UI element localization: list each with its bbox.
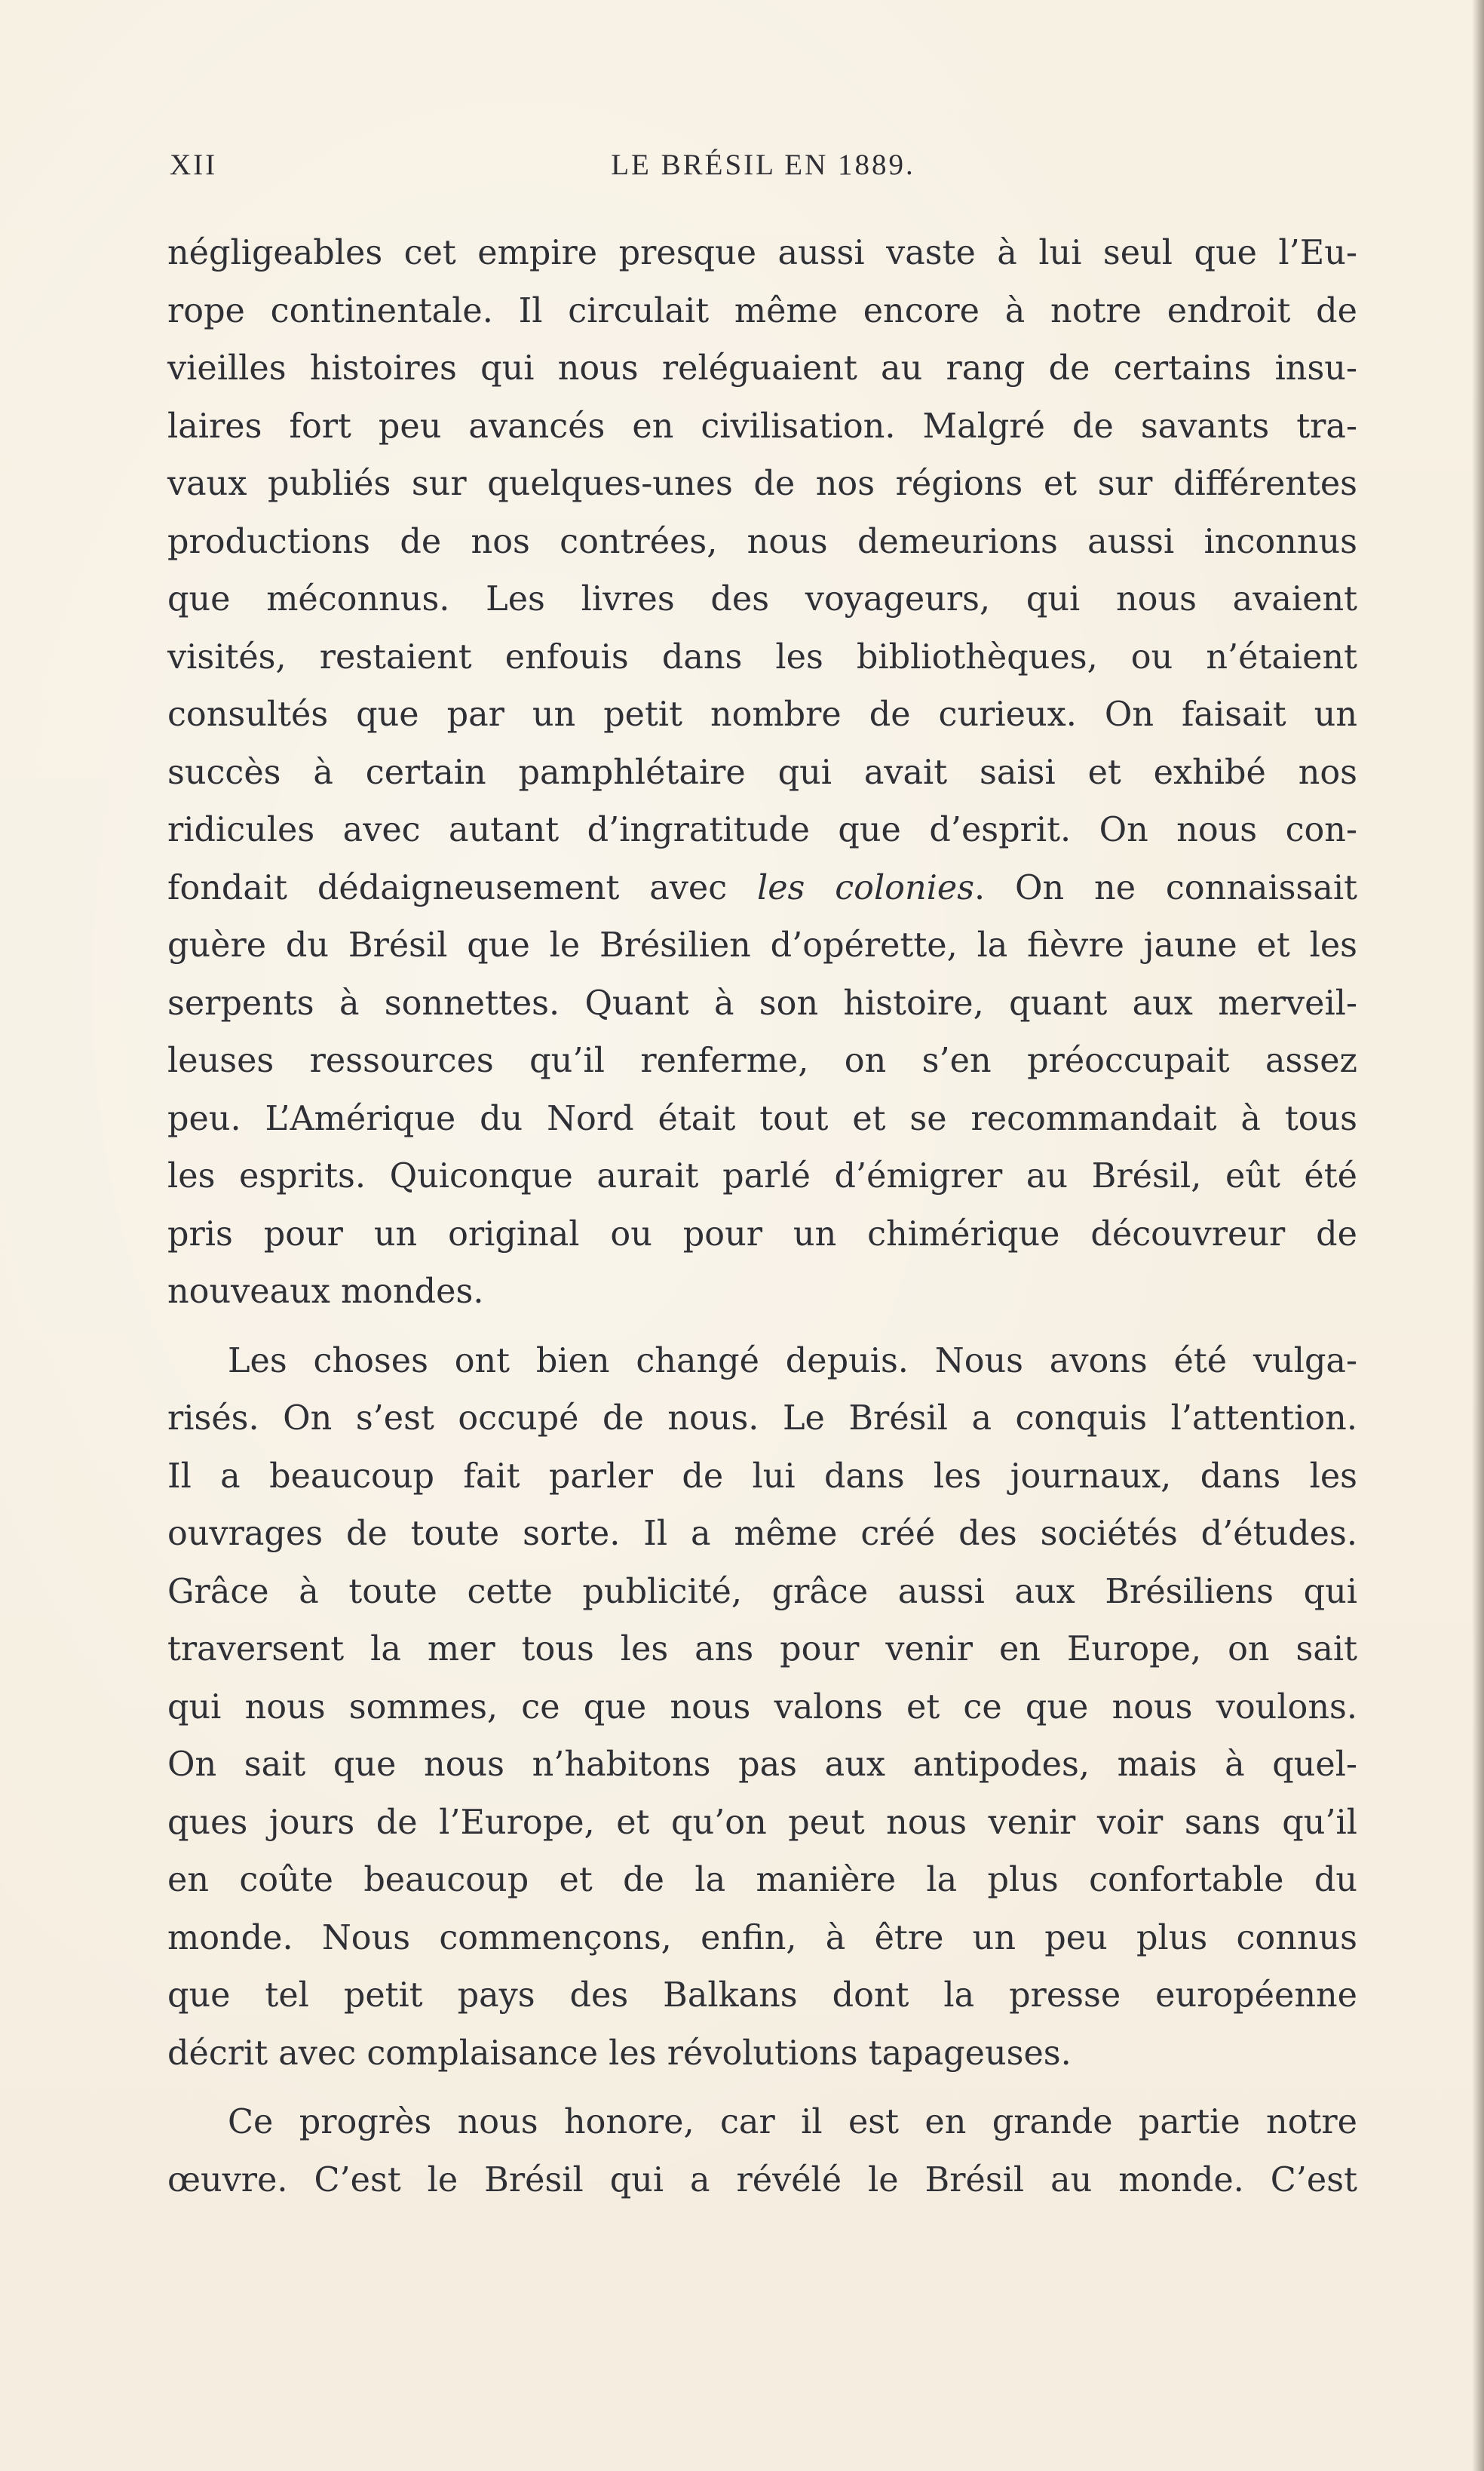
text-line: leuses ressources qu’il renferme, on s’en préoccupait assez — [167, 1042, 1357, 1080]
paragraph-gap — [167, 1321, 1357, 1333]
text-line: en coûte beaucoup et de la manière la plus confortable du — [167, 1861, 1357, 1899]
text-line: monde. Nous commençons, enfin, à être un peu plus connus — [167, 1918, 1357, 1957]
text-line: œuvre. C’est le Brésil qui a révélé le Brésil au monde. C’est — [167, 2160, 1357, 2199]
text-line: vaux publiés sur quelques-unes de nos régions et sur différentes — [167, 465, 1357, 503]
line-text-before: fondait dédaigneusement avec — [167, 868, 757, 907]
text-line-with-italic — [167, 860, 1357, 918]
italic-phrase: les colonies — [756, 868, 975, 907]
text-line: Grâce à toute cette publicité, grâce aussi aux Brésiliens qui — [167, 1572, 1357, 1611]
text-line: succès à certain pamphlétaire qui avait saisi et exhibé nos — [167, 753, 1357, 792]
page-edge-shadow — [1472, 0, 1484, 2471]
text-line: qui nous sommes, ce que nous valons et ce que nous voulons. — [167, 1687, 1357, 1727]
text-line: consultés que par un petit nombre de curieux. On faisait un — [167, 695, 1357, 734]
text-line: que tel petit pays des Balkans dont la presse européenne — [167, 1976, 1357, 2015]
line-text-after: . On ne connaissait — [974, 868, 1357, 907]
text-line: Les choses ont bien changé depuis. Nous avons été vulga- — [228, 1341, 1357, 1380]
paragraph-gap — [167, 2083, 1357, 2094]
text-line: visités, restaient enfouis dans les bibliothèques, ou n’étaient — [167, 637, 1357, 677]
text-line: traversent la mer tous les ans pour venir en Europe, on sait — [167, 1630, 1357, 1668]
text-line: ouvrages de toute sorte. Il a même créé des sociétés d’études. — [167, 1515, 1357, 1553]
text-line: guère du Brésil que le Brésilien d’opérette, la fièvre jaune et les — [167, 926, 1357, 965]
text-line: vieilles histoires qui nous reléguaient au rang de certains insu- — [167, 349, 1357, 388]
text-line: peu. L’Amérique du Nord était tout et se recommandait à tous — [167, 1099, 1357, 1138]
text-line: productions de nos contrées, nous demeurions aussi inconnus — [167, 522, 1357, 561]
text-line: risés. On s’est occupé de nous. Le Brésil a conquis l’attention. — [167, 1399, 1357, 1438]
text-line: serpents à sonnettes. Quant à son histoire, quant aux merveil- — [167, 984, 1357, 1023]
page-number: XII — [170, 149, 218, 181]
text-line: laires fort peu avancés en civilisation. Malgré de savants tra- — [167, 407, 1357, 446]
text-line: On sait que nous n’habitons pas aux antipodes, mais à quel- — [167, 1745, 1357, 1784]
text-line: pris pour un original ou pour un chimérique découvreur de — [167, 1214, 1357, 1254]
text-line: négligeables cet empire presque aussi vaste à lui seul que l’Eu- — [167, 234, 1357, 272]
body-text — [167, 225, 1357, 2209]
text-line: ques jours de l’Europe, et qu’on peut nous venir voir sans qu’il — [167, 1803, 1357, 1842]
running-header — [170, 148, 1357, 193]
running-title: LE BRÉSIL EN 1889. — [611, 149, 915, 181]
text-line: Ce progrès nous honore, car il est en grande partie notre — [228, 2103, 1357, 2141]
text-line: rope continentale. Il circulait même encore à notre endroit de — [167, 291, 1357, 330]
text-line: Il a beaucoup fait parler de lui dans les journaux, dans les — [167, 1457, 1357, 1496]
text-line: les esprits. Quiconque aurait parlé d’émigrer au Brésil, eût été — [167, 1157, 1357, 1196]
text-line: ridicules avec autant d’ingratitude que d’esprit. On nous con- — [167, 811, 1357, 849]
text-line: décrit avec complaisance les révolutions tapageuses. — [167, 2034, 1072, 2073]
text-line: que méconnus. Les livres des voyageurs, qui nous avaient — [167, 580, 1357, 619]
text-line: nouveaux mondes. — [167, 1272, 484, 1311]
